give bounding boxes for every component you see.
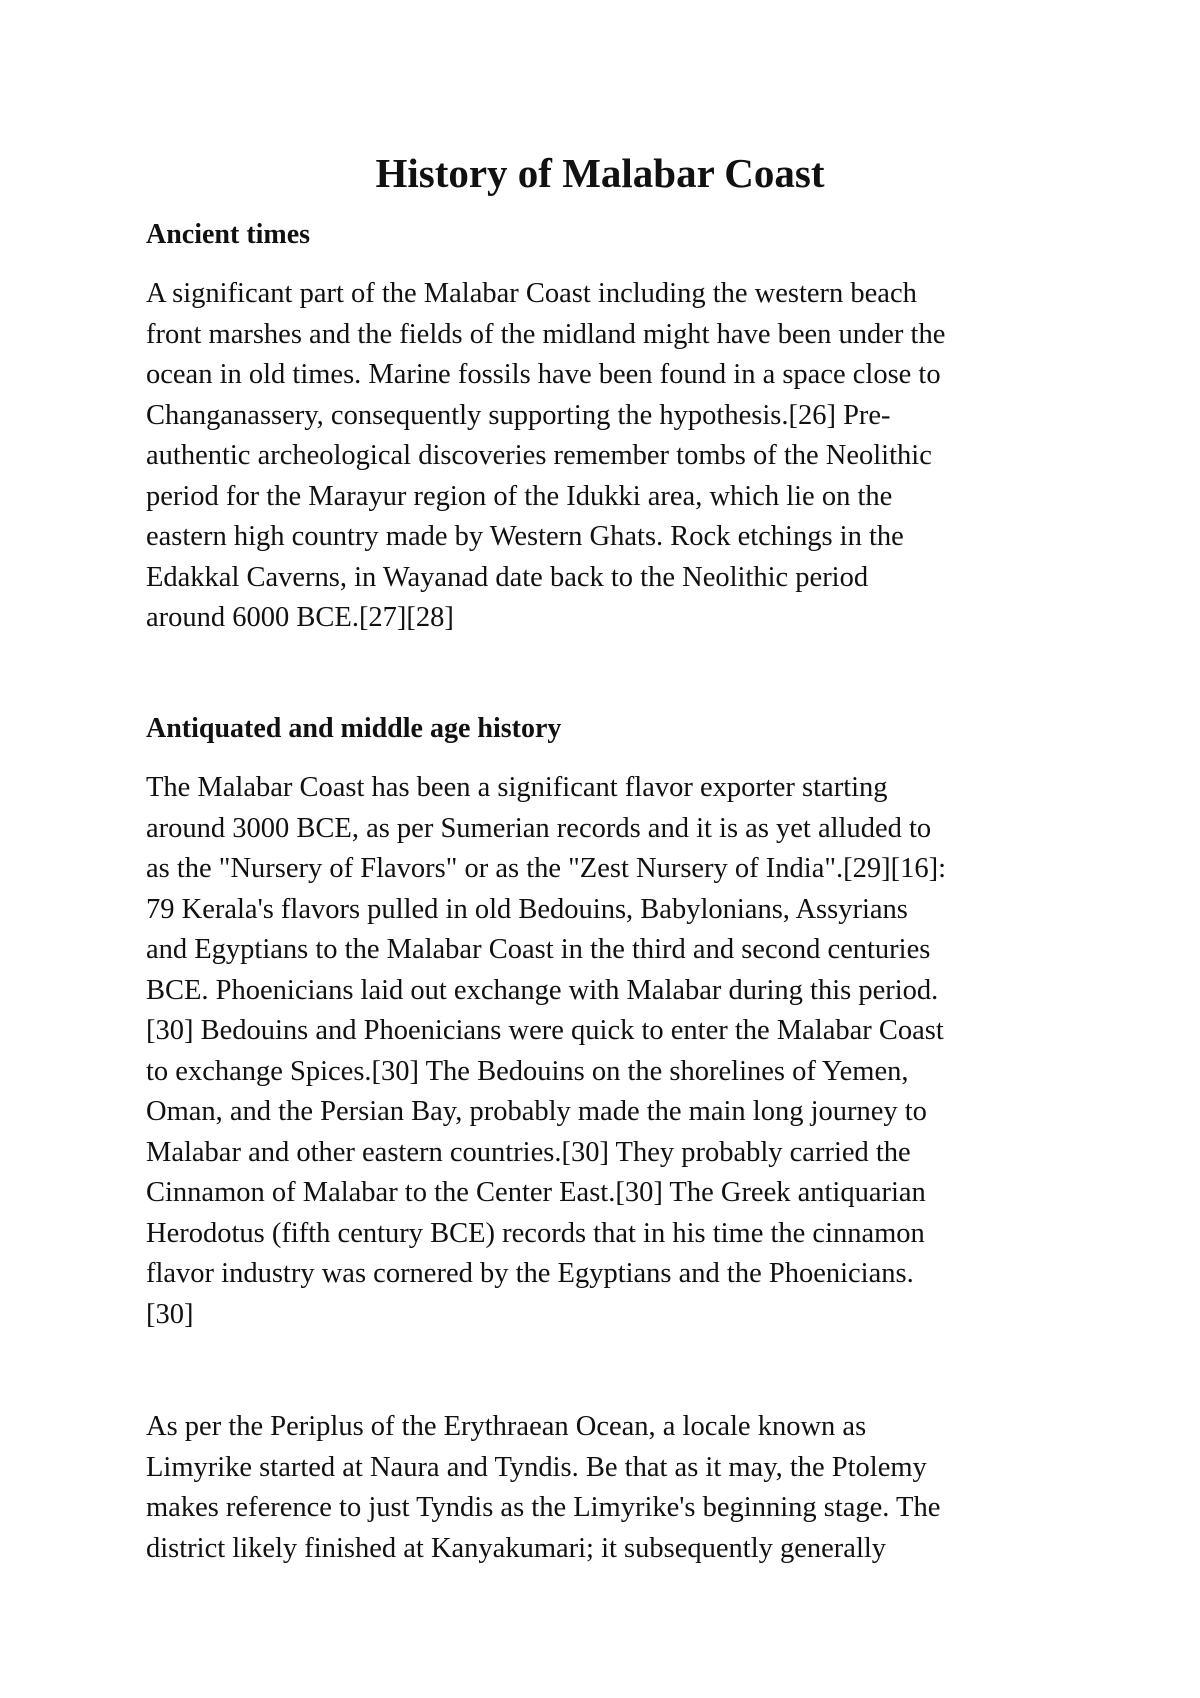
text-line: and Egyptians to the Malabar Coast in the third and second centuries — [146, 934, 931, 965]
paragraph-antiquated-history-2 — [146, 1407, 1076, 1569]
text-line: makes reference to just Tyndis as the Limyrike's beginning stage. The — [146, 1492, 941, 1523]
text-line: [30] — [146, 1298, 194, 1330]
paragraph-antiquated-history-1 — [146, 768, 1076, 1335]
section-heading-antiquated-history: Antiquated and middle age history — [146, 713, 562, 744]
text-line: 79 Kerala's flavors pulled in old Bedouins, Babylonians, Assyrians — [146, 893, 908, 925]
page-title: History of Malabar Coast — [375, 150, 825, 196]
text-line: As per the Periplus of the Erythraean Ocean, a locale known as — [146, 1411, 867, 1442]
text-line: Malabar and other eastern countries.[30] They probably carried the — [146, 1136, 911, 1168]
text-line: as the "Nursery of Flavors" or as the "Zest Nursery of India".[29][16]: — [146, 853, 946, 884]
paragraph-ancient-times — [146, 274, 1076, 639]
text-line: period for the Marayur region of the Idukki area, which lie on the — [146, 480, 893, 512]
text-line: Herodotus (fifth century BCE) records that in his time the cinnamon — [146, 1217, 925, 1249]
text-line: Edakkal Caverns, in Wayanad date back to the Neolithic period — [146, 561, 869, 593]
text-line: Oman, and the Persian Bay, probably made the main long journey to — [146, 1096, 927, 1127]
text-line: The Malabar Coast has been a significant flavor exporter starting — [146, 772, 888, 803]
text-line: flavor industry was cornered by the Egyptians and the Phoenicians. — [146, 1258, 914, 1289]
text-line: eastern high country made by Western Ghats. Rock etchings in the — [146, 521, 904, 552]
text-line: ocean in old times. Marine fossils have been found in a space close to — [146, 359, 941, 390]
text-line: A significant part of the Malabar Coast including the western beach — [146, 278, 917, 309]
text-line: around 6000 BCE.[27][28] — [146, 602, 454, 633]
text-line: BCE. Phoenicians laid out exchange with Malabar during this period. — [146, 974, 939, 1006]
text-line: district likely finished at Kanyakumari; it subsequently generally — [146, 1532, 887, 1564]
text-line: to exchange Spices.[30] The Bedouins on the shorelines of Yemen, — [146, 1055, 909, 1087]
text-line: front marshes and the fields of the midland might have been under the — [146, 318, 946, 350]
text-line: authentic archeological discoveries remember tombs of the Neolithic — [146, 440, 932, 471]
text-line: Changanassery, consequently supporting the hypothesis.[26] Pre- — [146, 399, 891, 431]
text-line: around 3000 BCE, as per Sumerian records and it is as yet alluded to — [146, 812, 932, 844]
text-line: [30] Bedouins and Phoenicians were quick to enter the Malabar Coast — [146, 1015, 944, 1046]
text-line: Limyrike started at Naura and Tyndis. Be that as it may, the Ptolemy — [146, 1451, 927, 1483]
text-line: Cinnamon of Malabar to the Center East.[30] The Greek antiquarian — [146, 1177, 926, 1208]
section-heading-ancient-times: Ancient times — [146, 219, 311, 250]
